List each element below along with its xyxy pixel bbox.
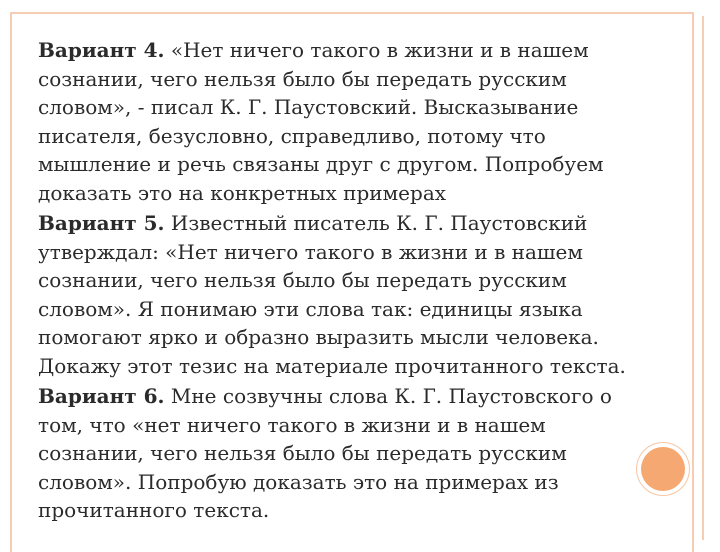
variant-6-line-3: сознании, чего нельзя было бы передать русским bbox=[38, 441, 567, 465]
variant-5-line-6: Докажу этот тезис на материале прочитанного текста. bbox=[38, 353, 626, 378]
variant-6-line-2: том, что «нет ничего такого в жизни и в нашем bbox=[38, 412, 546, 437]
variant-4-text-1: «Нет ничего такого в жизни и в нашем bbox=[164, 38, 589, 62]
variant-5-line-2: утверждал: «Нет ничего такого в жизни и в нашем bbox=[38, 239, 583, 264]
variant-4-line-5: мышление и речь связаны друг с другом. Попробуем bbox=[38, 152, 604, 176]
variant-5-title: Вариант 5. bbox=[38, 211, 165, 235]
right-border-rule bbox=[702, 16, 704, 540]
variant-4-title: Вариант 4. bbox=[38, 38, 165, 62]
variant-6-text-1: Мне созвучны слова К. Г. Паустовского о bbox=[164, 384, 612, 408]
variant-6-line-5: прочитанного текста. bbox=[38, 498, 270, 522]
variant-6-line-1 bbox=[38, 382, 678, 411]
variant-4-line-1 bbox=[38, 36, 678, 65]
variant-5-line-4: словом». Я понимаю эти слова так: единицы языка bbox=[38, 296, 583, 321]
variant-6-title: Вариант 6. bbox=[38, 384, 165, 408]
variant-5-line-3: сознании, чего нельзя было бы передать русским bbox=[38, 268, 567, 292]
variant-4-line-3: словом», - писал К. Г. Паустовский. Высказывание bbox=[38, 95, 579, 119]
variant-6-paragraph bbox=[38, 382, 678, 525]
variant-5-line-1 bbox=[38, 209, 678, 238]
variant-5-line-5: помогают ярко и образно выразить мысли человека. bbox=[38, 325, 599, 349]
variant-4-paragraph bbox=[38, 36, 678, 207]
slide-content bbox=[38, 36, 678, 527]
variant-6-line-4: словом». Попробую доказать это на примерах из bbox=[38, 469, 559, 494]
variant-4-line-4: писателя, безусловно, справедливо, потому что bbox=[38, 123, 546, 148]
variant-5-paragraph bbox=[38, 209, 678, 380]
variant-5-text-1: Известный писатель К. Г. Паустовский bbox=[164, 211, 588, 235]
variant-4-line-6: доказать это на конкретных примерах bbox=[38, 180, 447, 205]
variant-4-line-2: сознании, чего нельзя было бы передать русским bbox=[38, 66, 567, 91]
